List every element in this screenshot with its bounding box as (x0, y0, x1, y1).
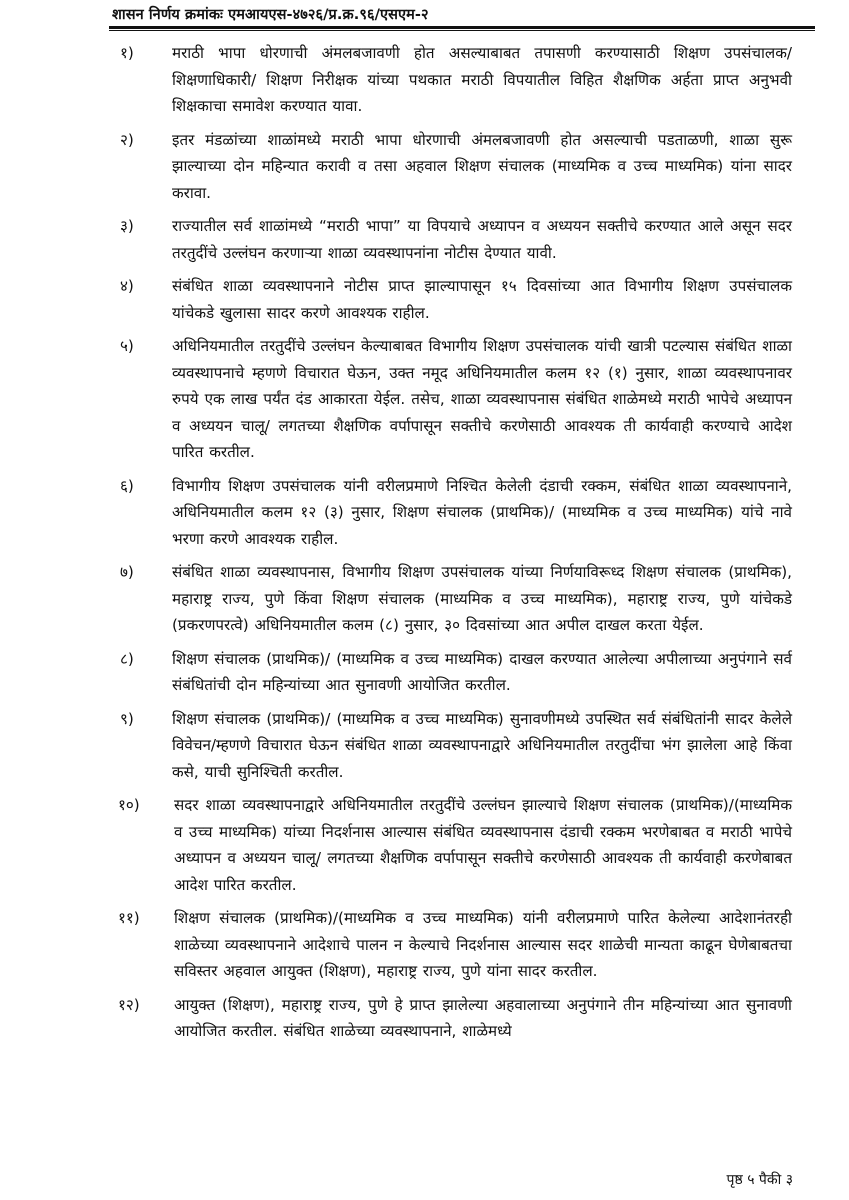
list-item (116, 706, 792, 786)
list-item (116, 646, 792, 699)
item-number: ३) (120, 217, 134, 235)
item-text: सदर शाळा व्यवस्थापनाद्वारे अधिनियमातील तरतुदींचे उल्लंघन झाल्याचे शिक्षण संचालक (प्राथमिक)/(माध्यमिक व उच्च माध्यमिक) यांच्या निदर्शनास आल्यास संबंधित व्यवस्थापनास दंडाची रक्कम भरणेबाबत व मराठी भापेचे अध्यापन व अध्ययन चालू/ लगतच्या शैक्षणिक वर्पापासून सक्तीचे करणेसाठी आवश्यक ती कार्यवाही करणेबाबत आदेश पारित करतील. (174, 796, 792, 894)
item-number: ६) (120, 476, 134, 495)
item-text: अधिनियमातील तरतुदींचे उल्लंघन केल्याबाबत विभागीय शिक्षण उपसंचालक यांची खात्री पटल्यास संबंधित शाळा व्यवस्थापनाचे म्हणणे विचारात घेऊन, उक्त नमूद अधिनियमातील कलम १२ (१) नुसार, शाळा व्यवस्थापनावर रुपये एक लाख पर्यंत दंड आकारता येईल. तसेच, शाळा व्यवस्थापनास संबंधित शाळेमध्ये मराठी भापेचे अध्यापन व अध्ययन चालू/ लगतच्या शैक्षणिक वर्पापासून सक्तीचे करणेसाठी आवश्यक ती कार्यवाही करण्याचे आदेश पारित करतील. (172, 337, 792, 461)
item-text: शिक्षण संचालक (प्राथमिक)/ (माध्यमिक व उच्च माध्यमिक) सुनावणीमध्ये उपस्थित सर्व संबंधितांनी सादर केलेले विवेचन/म्हणणे विचारात घेऊन संबंधित शाळा व्यवस्थापनाद्वारे अधिनियमातील तरतुदींचा भंग झालेला आहे किंवा कसे, याची सुनिश्चिती करतील. (172, 709, 792, 781)
item-text: मराठी भापा धोरणाची अंमलबजावणी होत असल्याबाबत तपासणी करण्यासाठी शिक्षण उपसंचालक/ शिक्षणाधिकारी/ शिक्षण निरीक्षक यांच्या पथकात मराठी विपयातील विहित शैक्षणिक अर्हता प्राप्त अनुभवी शिक्षकाचा समावेश करण्यात यावा. (172, 44, 792, 115)
item-text: शिक्षण संचालक (प्राथमिक)/(माध्यमिक व उच्च माध्यमिक) यांनी वरीलप्रमाणे पारित केलेल्या आदेशानंतरही शाळेच्या व्यवस्थापनाने आदेशाचे पालन न केल्याचे निदर्शनास आल्यास सदर शाळेची मान्यता काढून घेणेबाबतचा सविस्तर अहवाल आयुक्त (शिक्षण), महाराष्ट्र राज्य, पुणे यांना सादर करतील. (174, 909, 792, 980)
item-text: संबंधित शाळा व्यवस्थापनाने नोटीस प्राप्त झाल्यापासून १५ दिवसांच्या आत विभागीय शिक्षण उपसंचालक यांचेकडे खुलासा सादर करणे आवश्यक राहील. (172, 277, 792, 322)
numbered-list (116, 40, 792, 1052)
item-number: ११) (118, 909, 140, 927)
item-text: आयुक्त (शिक्षण), महाराष्ट्र राज्य, पुणे हे प्राप्त झालेल्या अहवालाच्या अनुपंगाने तीन महिन्यांच्या आत सुनावणी आयोजित करतील. संबंधित शाळेच्या व्यवस्थापनाने, शाळेमध्ये (174, 995, 792, 1040)
list-item (116, 40, 792, 120)
list-item (116, 127, 792, 207)
list-item (116, 905, 792, 985)
item-text: शिक्षण संचालक (प्राथमिक)/ (माध्यमिक व उच्च माध्यमिक) दाखल करण्यात आलेल्या अपीलाच्या अनुपंगाने सर्व संबंधितांची दोन महिन्यांच्या आत सुनावणी आयोजित करतील. (172, 649, 792, 694)
item-number: १०) (118, 796, 140, 814)
list-item (116, 333, 792, 466)
item-text: राज्यातील सर्व शाळांमध्ये “मराठी भापा” या विपयाचे अध्यापन व अध्ययन सक्तीचे करण्यात आले असून सदर तरतुदींचे उल्लंघन करणाऱ्या शाळा व्यवस्थापनांना नोटीस देण्यात यावी. (172, 217, 792, 262)
item-number: १) (120, 44, 134, 62)
page-number: पृष्ठ ५ पैकी ३ (726, 1172, 793, 1188)
list-item (116, 473, 792, 553)
item-number: ९) (120, 709, 134, 728)
list-item (116, 792, 792, 898)
item-number: ५) (120, 337, 134, 355)
item-text: संबंधित शाळा व्यवस्थापनास, विभागीय शिक्षण उपसंचालक यांच्या निर्णयाविरूध्द शिक्षण संचालक (प्राथमिक), महाराष्ट्र राज्य, पुणे किंवा शिक्षण संचालक (माध्यमिक व उच्च माध्यमिक), महाराष्ट्र राज्य, पुणे यांचेकडे (प्रकरणपरत्वे) अधिनियमातील कलम (८) नुसार, ३० दिवसांच्या आत अपील दाखल करता येईल. (172, 563, 792, 634)
item-number: २) (120, 130, 134, 149)
item-text: इतर मंडळांच्या शाळांमध्ये मराठी भापा धोरणाची अंमलबजावणी होत असल्याची पडताळणी, शाळा सुरू झाल्याच्या दोन महिन्यात करावी व तसा अहवाल शिक्षण संचालक (माध्यमिक व उच्च माध्यमिक) यांना सादर करावा. (172, 130, 792, 202)
list-item (116, 213, 792, 266)
list-item (116, 273, 792, 326)
item-text: विभागीय शिक्षण उपसंचालक यांनी वरीलप्रमाणे निश्चित केलेली दंडाची रक्कम, संबंधित शाळा व्यवस्थापनाने, अधिनियमातील कलम १२ (३) नुसार, शिक्षण संचालक (प्राथमिक)/ (माध्यमिक व उच्च माध्यमिक) यांचे नावे भरणा करणे आवश्यक राहील. (172, 476, 792, 548)
list-item (116, 559, 792, 639)
item-number: ८) (120, 649, 134, 668)
item-number: ४) (120, 277, 134, 295)
header-rule (109, 26, 815, 31)
item-number: १२) (118, 995, 140, 1014)
item-number: ७) (120, 563, 134, 581)
list-item (116, 992, 792, 1045)
page-header: शासन निर्णय क्रमांकः एमआयएस-४७२६/प्र.क्र.९६/एसएम-२ (112, 7, 429, 23)
